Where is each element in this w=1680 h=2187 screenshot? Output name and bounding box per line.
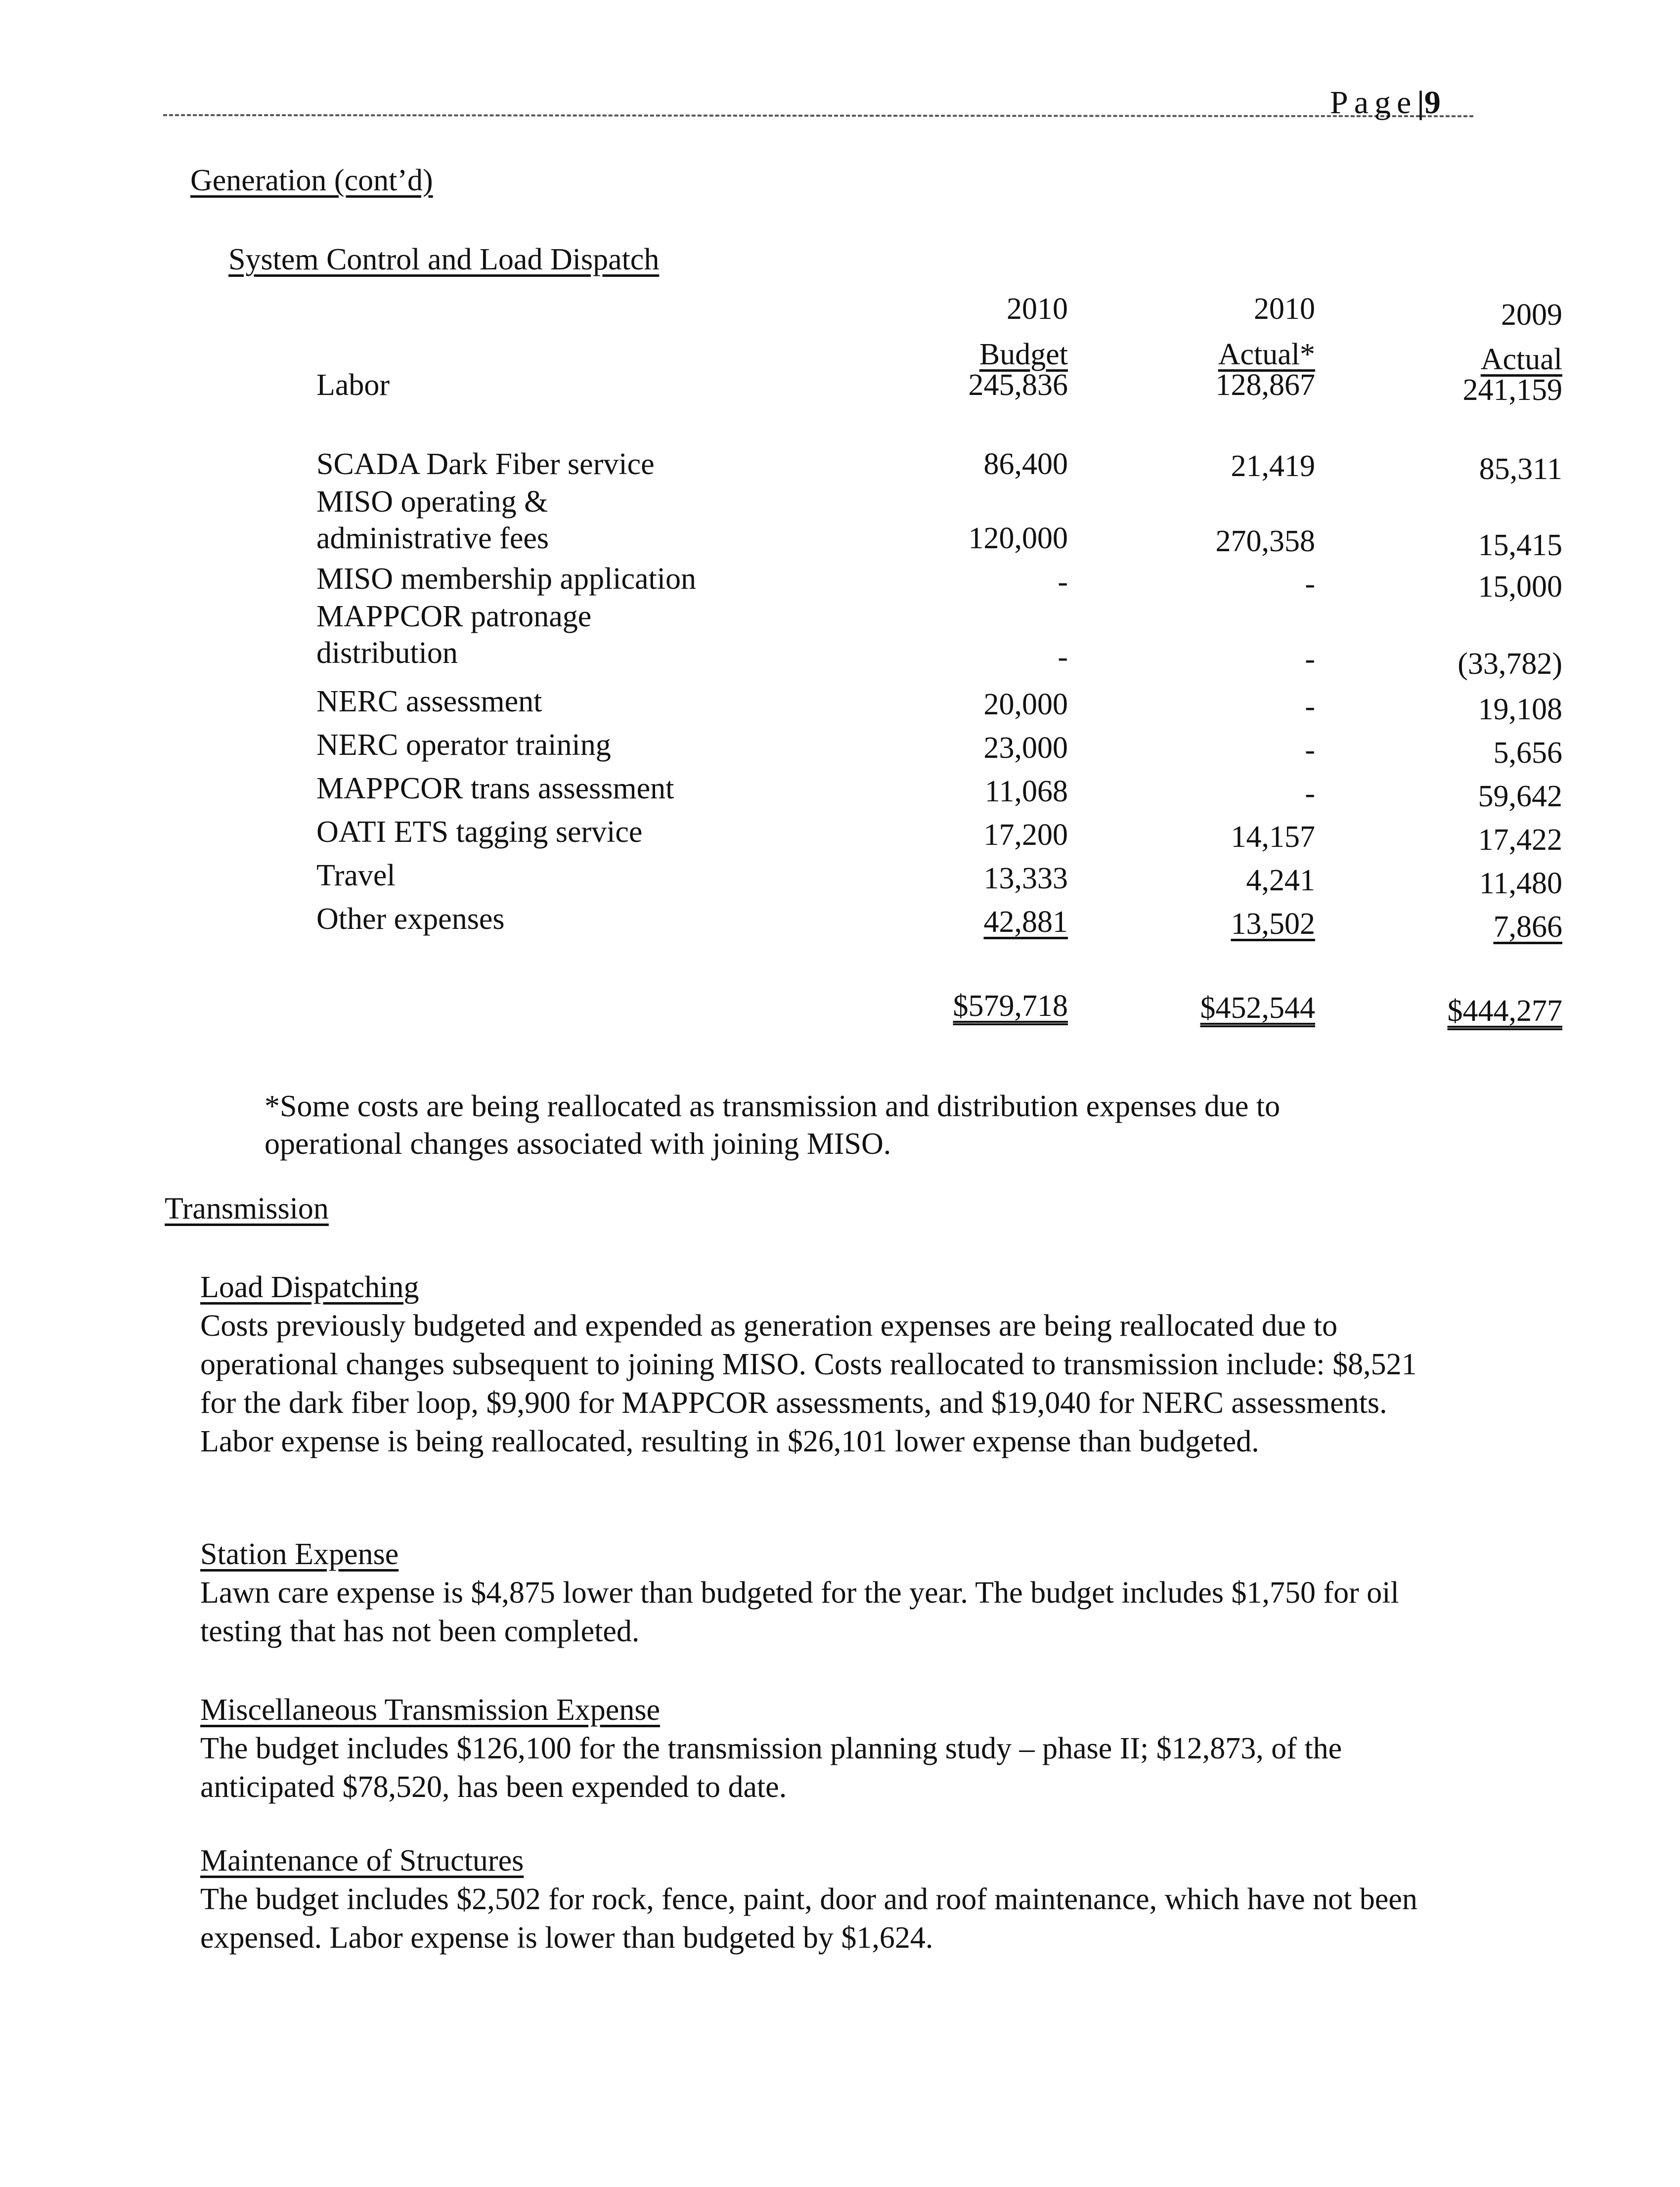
table-row <box>307 858 1562 902</box>
column-label-budget: Budget <box>979 338 1068 371</box>
cell-actual-2009: 241,159 <box>1462 373 1562 407</box>
subsection-title: Miscellaneous Transmission Expense <box>200 1693 660 1727</box>
row-label: OATI ETS tagging service <box>316 815 643 849</box>
subsection-station-expense <box>200 1535 1446 1651</box>
column-year: 2010 <box>1254 292 1315 326</box>
table-row <box>307 447 1562 486</box>
subsection-title: Load Dispatching <box>200 1270 419 1304</box>
cell-actual-2010: - <box>1305 777 1315 810</box>
cell-actual-2010: 128,867 <box>1215 368 1315 402</box>
header-divider <box>163 114 1473 117</box>
subsection-maintenance-of-structures <box>200 1841 1446 1957</box>
page-separator: | <box>1417 85 1424 121</box>
column-year: 2010 <box>1007 292 1068 326</box>
cell-actual-2009: 15,415 <box>1478 528 1562 562</box>
cell-actual-2009: (33,782) <box>1458 647 1562 681</box>
cell-actual-2010: - <box>1305 567 1315 601</box>
column-label-actual-2010: Actual* <box>1218 338 1315 371</box>
table-header-labels <box>307 337 1562 376</box>
row-label: MISO membership application <box>316 562 696 596</box>
cell-actual-2009: 85,311 <box>1479 452 1562 486</box>
cell-budget-2010: - <box>1058 640 1068 674</box>
row-label: NERC operator training <box>316 728 611 762</box>
subsection-title: Maintenance of Structures <box>200 1844 524 1878</box>
cell-budget-2010: - <box>1058 565 1068 599</box>
subsection-heading-system-control: System Control and Load Dispatch <box>228 243 660 276</box>
table-row <box>307 684 1562 728</box>
subsection-load-dispatching <box>200 1268 1446 1461</box>
cell-budget-2010: 17,200 <box>983 818 1068 852</box>
cell-actual-2009: 19,108 <box>1478 693 1562 726</box>
row-label: MISO operating & <box>316 485 548 519</box>
row-label-continued: administrative fees <box>316 522 549 555</box>
section-heading-transmission: Transmission <box>165 1192 329 1225</box>
cell-actual-2010: - <box>1305 733 1315 767</box>
table-row <box>307 728 1562 771</box>
cell-actual-2010: - <box>1305 690 1315 723</box>
cell-actual-2010: 4,241 <box>1246 864 1315 897</box>
table-header-years <box>307 292 1562 337</box>
total-actual-2010: $452,544 <box>1200 991 1315 1025</box>
table-row <box>307 562 1562 604</box>
cell-budget-2010: 13,333 <box>983 862 1068 895</box>
cell-budget-2010: 11,068 <box>984 775 1068 808</box>
cell-actual-2010: - <box>1305 642 1315 676</box>
total-actual-2009: $444,277 <box>1447 994 1562 1028</box>
table-totals-row <box>307 989 1562 1033</box>
table-row <box>307 599 1562 684</box>
cell-budget-2010: 23,000 <box>983 731 1068 765</box>
cell-budget-2010: 86,400 <box>983 447 1068 481</box>
cell-actual-2009: 11,480 <box>1479 867 1562 900</box>
subsection-body: Costs previously budgeted and expended as generation expenses are being reallocated due to operational changes subsequent to joining MISO. Costs reallocated to transmission include: $8,521 for the dark fiber loop, $9,900 for MAPPCOR assessments, and $19,040 for NERC assessments. Labor expense is being reallocated, resulting in $26,101 lower expense than budgeted. <box>200 1309 1417 1458</box>
section-heading-generation: Generation (cont’d) <box>190 164 433 197</box>
row-label: Travel <box>316 859 396 892</box>
cell-actual-2010: 21,419 <box>1231 449 1315 483</box>
cell-actual-2010: 14,157 <box>1231 820 1315 854</box>
page-number-label <box>1330 84 1441 122</box>
table-row <box>307 771 1562 815</box>
row-label: MAPPCOR patronage <box>316 600 592 633</box>
cell-actual-2009: 17,422 <box>1478 823 1562 857</box>
cell-budget-2010: 42,881 <box>983 905 1068 939</box>
table-row <box>307 815 1562 858</box>
table-row <box>307 484 1562 562</box>
subsection-title: Station Expense <box>200 1537 399 1571</box>
row-label: NERC assessment <box>316 685 542 718</box>
row-label: Other expenses <box>316 902 505 936</box>
expense-table <box>307 292 1562 1033</box>
page-number: 9 <box>1424 85 1441 121</box>
row-label: MAPPCOR trans assessment <box>316 772 674 805</box>
subsection-body: Lawn care expense is $4,875 lower than budgeted for the year. The budget includes $1,750 for oil testing that has not been completed. <box>200 1576 1399 1648</box>
table-row <box>307 368 1562 447</box>
subsection-body: The budget includes $2,502 for rock, fence, paint, door and roof maintenance, which have not been expensed. Labor expense is lower than budgeted by $1,624. <box>200 1882 1417 1955</box>
row-label-continued: distribution <box>316 636 458 670</box>
subsection-misc-transmission-expense <box>200 1691 1446 1806</box>
cell-budget-2010: 245,836 <box>968 368 1068 402</box>
cell-actual-2009: 7,866 <box>1493 910 1562 944</box>
column-label-actual-2009: Actual <box>1480 343 1562 376</box>
page-word: Page <box>1330 85 1417 121</box>
cell-budget-2010: 20,000 <box>983 688 1068 721</box>
total-budget-2010: $579,718 <box>953 989 1068 1023</box>
cell-actual-2009: 5,656 <box>1493 736 1562 770</box>
row-label: Labor <box>316 368 390 402</box>
column-year: 2009 <box>1501 298 1562 332</box>
cell-budget-2010: 120,000 <box>968 522 1068 555</box>
subsection-body: The budget includes $126,100 for the transmission planning study – phase II; $12,873, of the anticipated $78,520, has been expended to date. <box>200 1732 1342 1804</box>
table-row <box>307 902 1562 989</box>
cell-actual-2009: 15,000 <box>1478 570 1562 604</box>
table-footnote: *Some costs are being reallocated as transmission and distribution expenses due to operational changes associated with joining MISO. <box>265 1090 1281 1161</box>
cell-actual-2009: 59,642 <box>1478 780 1562 813</box>
cell-actual-2010: 13,502 <box>1231 907 1315 941</box>
cell-actual-2010: 270,358 <box>1215 525 1315 558</box>
row-label: SCADA Dark Fiber service <box>316 447 655 481</box>
